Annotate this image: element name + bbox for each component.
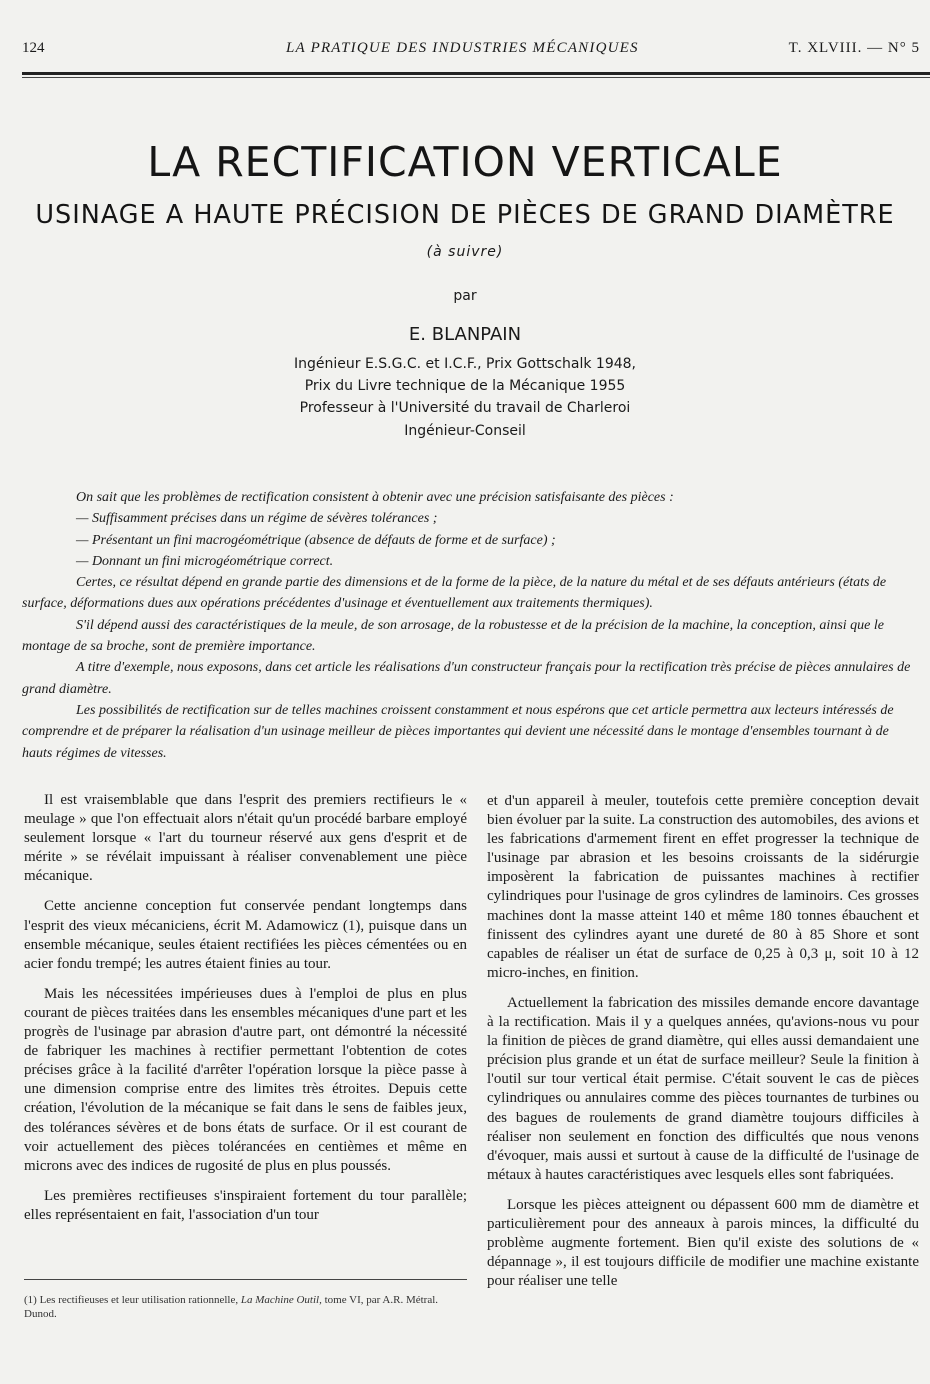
abstract	[22, 487, 920, 764]
header-rule-thin	[22, 77, 930, 78]
page-number: 124	[22, 40, 45, 56]
byline-par: par	[453, 288, 477, 304]
author-credential: Professeur à l'Université du travail de Charleroi	[299, 400, 631, 416]
body-paragraph: Lorsque les pièces atteignent ou dépassent 600 mm de diamètre et particulièrement pour des anneaux à parois minces, la difficulté du problème augmente fortement. Bien qu'il existe des solutions de « dépannage », il est toujours difficile de modifier une machine existante pour réaliser une telle	[487, 1196, 919, 1290]
abstract-item: — Suffisamment précises dans un régime de sévères tolérances ;	[76, 511, 438, 527]
abstract-paragraph: Certes, ce résultat dépend en grande partie des dimensions et de la forme de la pièce, de la nature du métal et de ses défauts antérieurs (états de surface, déformations dues aux opérations précédentes d'usinage et éventuellement aux traitements thermiques).	[22, 575, 887, 612]
abstract-item: — Présentant un fini macrogéométrique (absence de défauts de forme et de surface) ;	[76, 532, 556, 548]
body-paragraph: Actuellement la fabrication des missiles demande encore davantage à la rectification. Mais il y a quelques années, qu'avions-nous vu pour la finition de pièces de grand diamètre, qui elles aussi demandaient une précision plus grande et un état de surface meilleur? Seule la finition à l'outil sur tour vertical était permise. C'était souvent le cas de pièces cylindriques ou annulaires comme des pièces tournantes de turbines ou des bagues de roulements de grand diamètre toujours difficiles à réaliser non seulement en fonction des difficultés que nous venons d'évoquer, mais aussi et surtout à cause de la difficulté de l'usinage de métaux à hautes caractéristiques avec lesquels elles sont fabriquées.	[487, 994, 919, 1183]
abstract-paragraph: S'il dépend aussi des caractéristiques de la meule, de son arrosage, de la robustesse et de la précision de la machine, la conception, ainsi que le montage de sa broche, sont de première importance.	[22, 617, 884, 655]
volume-issue: T. XLVIII. — N° 5	[788, 40, 920, 56]
body-column-right	[487, 792, 919, 1302]
abstract-paragraph: Les possibilités de rectification sur de telles machines croissent constamment et nous espérons que cet article permettra aux lecteurs intéressés de comprendre et de préparer la réalisation d'un usinage meilleur de pièces importantes qui devient une nécessité dans le montage d'ensembles tournant à de hauts régimes de vitesses.	[22, 702, 894, 761]
footnote-text-end: tome VI, par A.R. Métral. Dunod.	[24, 1294, 439, 1320]
author-credential: Ingénieur E.S.G.C. et I.C.F., Prix Gottschalk 1948,	[293, 356, 636, 372]
footnote-rule	[24, 1279, 467, 1280]
header-rule	[22, 72, 930, 75]
article-subtitle: USINAGE A HAUTE PRÉCISION DE PIÈCES DE GRAND DIAMÈTRE	[35, 200, 895, 230]
footnote-marker: (1)	[24, 1294, 37, 1306]
abstract-item: — Donnant un fini microgéométrique correct.	[76, 553, 334, 569]
body-paragraph: Cette ancienne conception fut conservée pendant longtemps dans l'esprit des vieux mécaniciens, écrit M. Adamowicz (1), puisque dans un ensemble mécanique, seules étaient rectifiées les pièces cémentées ou en acier fondu trempé; les autres étaient finies au tour.	[24, 898, 467, 972]
body-paragraph: Il est vraisemblable que dans l'esprit des premiers rectifieurs le « meulage » que l'on effectuait alors n'était qu'un procédé barbare employé seulement lorsque « l'art du tourneur réservé aux gens d'esprit et de mérite » se révélait impuissant à réaliser convenablement une pièce mécanique.	[24, 792, 467, 885]
continued-note: (à suivre)	[426, 244, 504, 260]
footnote-text: Les rectifieuses et leur utilisation rationnelle,	[39, 1294, 239, 1306]
article-title: LA RECTIFICATION VERTICALE	[147, 138, 783, 186]
abstract-paragraph: A titre d'exemple, nous exposons, dans cet article les réalisations d'un constructeur français pour la rectification très précise de pièces annulaires de grand diamètre.	[22, 660, 911, 697]
footnote-source: La Machine Outil,	[240, 1294, 322, 1306]
author-credential: Prix du Livre technique de la Mécanique 1955	[304, 378, 626, 394]
abstract-intro: On sait que les problèmes de rectification consistent à obtenir avec une précision satisfaisante des pièces :	[76, 490, 674, 505]
body-paragraph: Les premières rectifieuses s'inspiraient fortement du tour parallèle; elles représentaient en fait, l'association d'un tour	[24, 1187, 467, 1223]
body-column-left	[24, 791, 467, 1236]
footnote	[24, 1293, 467, 1321]
author-credential: Ingénieur-Conseil	[404, 423, 526, 439]
running-header	[22, 40, 920, 64]
body-paragraph: et d'un appareil à meuler, toutefois cette première conception devait bien évoluer par la suite. La construction des automobiles, des avions et les fabrications d'armement firent en effet progresser la technique de l'usinage par abrasion et les besoins croissants de la sidérurgie imposèrent la fabrication de puissantes machines à rectifier cylindriques pour l'usinage de gros cylindres de laminoirs. Ces grosses machines dont la masse atteint 140 et même 180 tonnes ébauchent et finissent des cylindres ayant une dureté de 80 à 85 Shore et sont capables de réaliser un état de surface de 0,25 à 0,3 μ, soit 10 à 12 micro-inches, en finition.	[487, 793, 919, 981]
body-paragraph: Mais les nécessitées impérieuses dues à l'emploi de plus en plus courant de pièces traitées dans les ensembles mécaniques d'une part et les progrès de l'usinage par abrasion d'autre part, ont démontré la nécessité de fabriquer les machines à rectifier permettant l'obtention de cotes précises grâce à la facilité d'arrêter l'opération lorsque la pièce passe à une dimension comprise entre des limites très étroites. Depuis cette création, l'évolution de la mécanique se fait dans le sens de faibles jeux, des tolérances sévères et de bons états de surface. Or il est courant de voir actuellement des pièces tolérancées en centièmes et même en microns avec des indices de rugosité de plus en plus poussés.	[24, 985, 467, 1174]
journal-title: LA PRATIQUE DES INDUSTRIES MÉCANIQUES	[286, 40, 639, 56]
author-name: E. BLANPAIN	[408, 324, 522, 345]
